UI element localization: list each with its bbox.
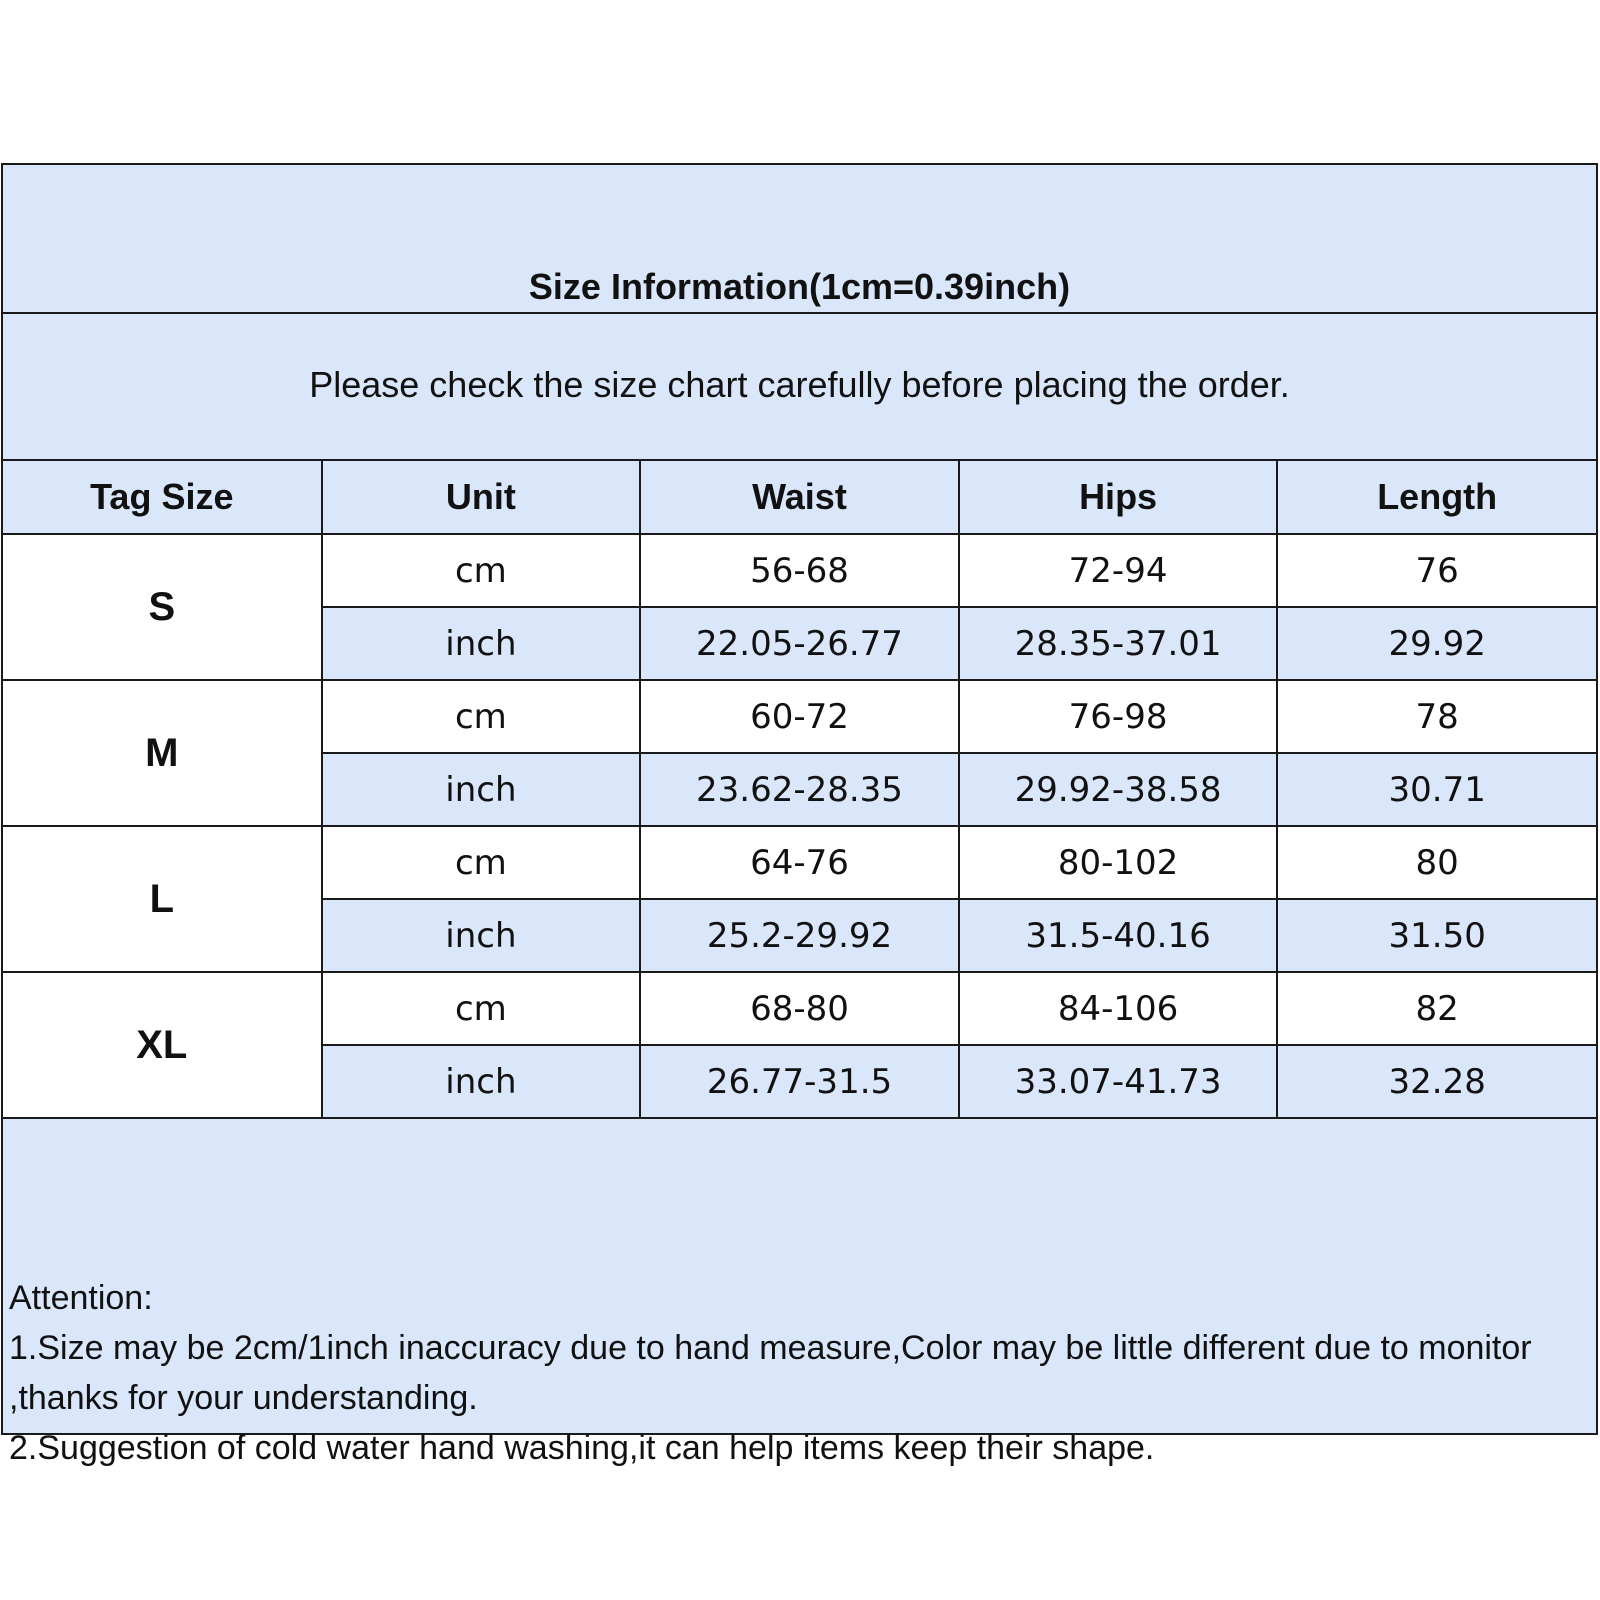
table-row — [3, 534, 1596, 607]
tag-size-cell: L — [3, 826, 322, 972]
tag-size-cell: XL — [3, 972, 322, 1118]
waist-cell: 56-68 — [640, 534, 959, 607]
length-cell: 80 — [1277, 826, 1596, 899]
header-tag-size: Tag Size — [3, 461, 322, 534]
length-cell: 82 — [1277, 972, 1596, 1045]
unit-cell: inch — [322, 607, 641, 680]
waist-cell: 25.2-29.92 — [640, 899, 959, 972]
waist-cell: 68-80 — [640, 972, 959, 1045]
hips-cell: 28.35-37.01 — [959, 607, 1278, 680]
length-cell: 78 — [1277, 680, 1596, 753]
table-row — [3, 826, 1596, 899]
hips-cell: 84-106 — [959, 972, 1278, 1045]
waist-cell: 60-72 — [640, 680, 959, 753]
hips-cell: 29.92-38.58 — [959, 753, 1278, 826]
header-unit: Unit — [322, 461, 641, 534]
attention-notes — [9, 1273, 1589, 1473]
size-note: Please check the size chart carefully before placing the order. — [309, 364, 1290, 405]
unit-cell: cm — [322, 680, 641, 753]
chart-title: Size Information(1cm=0.39inch) — [528, 266, 1071, 307]
table-row — [3, 972, 1596, 1045]
waist-cell: 23.62-28.35 — [640, 753, 959, 826]
title-row — [3, 165, 1596, 314]
length-cell: 30.71 — [1277, 753, 1596, 826]
waist-cell: 64-76 — [640, 826, 959, 899]
note-row — [3, 314, 1596, 461]
hips-cell: 31.5-40.16 — [959, 899, 1278, 972]
unit-cell: inch — [322, 753, 641, 826]
unit-cell: inch — [322, 1045, 641, 1118]
hips-cell: 76-98 — [959, 680, 1278, 753]
attention-line-2: 2.Suggestion of cold water hand washing,it can help items keep their shape. — [9, 1429, 1155, 1467]
table-row — [3, 680, 1596, 753]
length-cell: 29.92 — [1277, 607, 1596, 680]
header-waist: Waist — [640, 461, 959, 534]
size-table — [3, 461, 1596, 1119]
unit-cell: cm — [322, 972, 641, 1045]
waist-cell: 22.05-26.77 — [640, 607, 959, 680]
hips-cell: 72-94 — [959, 534, 1278, 607]
hips-cell: 80-102 — [959, 826, 1278, 899]
length-cell: 32.28 — [1277, 1045, 1596, 1118]
unit-cell: inch — [322, 899, 641, 972]
attention-heading: Attention: — [9, 1279, 153, 1317]
header-row — [3, 461, 1596, 534]
header-length: Length — [1277, 461, 1596, 534]
attention-line-1: 1.Size may be 2cm/1inch inaccuracy due to hand measure,Color may be little different due to monitor ,thanks for your understanding. — [9, 1329, 1532, 1417]
tag-size-cell: M — [3, 680, 322, 826]
length-cell: 31.50 — [1277, 899, 1596, 972]
size-chart — [1, 163, 1598, 1467]
hips-cell: 33.07-41.73 — [959, 1045, 1278, 1118]
tag-size-cell: S — [3, 534, 322, 680]
unit-cell: cm — [322, 534, 641, 607]
header-hips: Hips — [959, 461, 1278, 534]
unit-cell: cm — [322, 826, 641, 899]
waist-cell: 26.77-31.5 — [640, 1045, 959, 1118]
length-cell: 76 — [1277, 534, 1596, 607]
